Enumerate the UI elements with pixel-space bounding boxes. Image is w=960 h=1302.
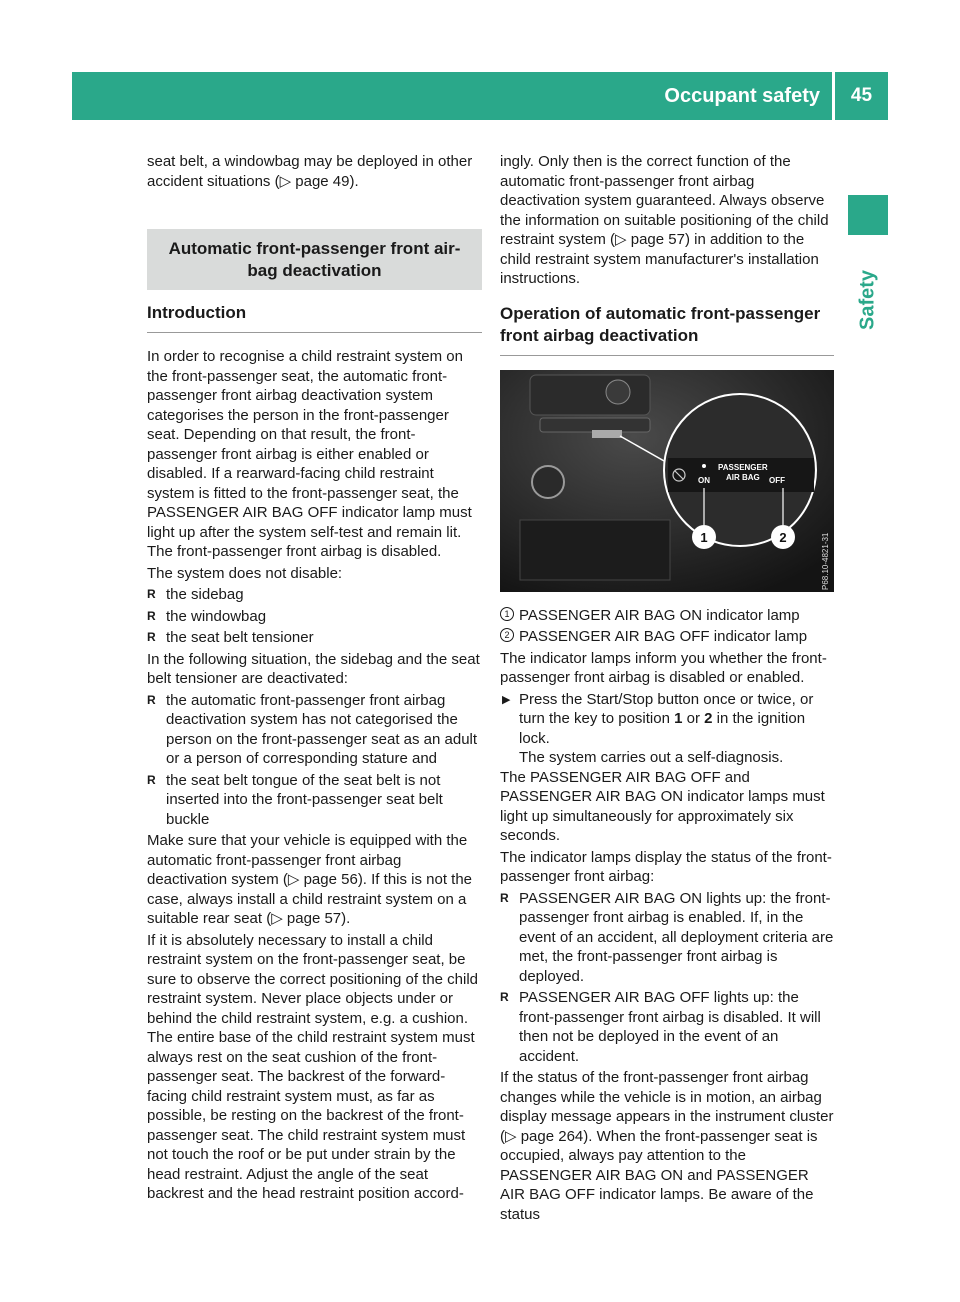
paragraph: If it is absolutely necessary to install a child restraint system on the front-passenger seat, be sure to observe the correct positioning of the child restraint system. Never place objects under or behind the child restraint system, e.g. a cushion. The entire base of the child restraint system must always rest on the seat cushion of the front-passenger seat. The backrest of the forward-facing child restraint system must, as far as possible, be resting on the backrest of the front-passenger seat. The child restraint system must not touch the roof or be put under strain by the head restraint. Adjust the angle of the seat backrest and the head restraint position accord-: [147, 931, 479, 1202]
callout-1: 1: [700, 529, 708, 545]
instruction-step: [500, 690, 834, 768]
panel-label-line-1: PASSENGER: [718, 462, 768, 472]
section-title: Occupant safety: [664, 85, 820, 107]
side-tab-marker: [848, 195, 888, 235]
legend-text: PASSENGER AIR BAG OFF indicator lamp: [519, 628, 808, 645]
left-column: [147, 152, 482, 1206]
section-heading-box: [147, 229, 482, 290]
paragraph: Make sure that your vehicle is equipped with the automatic front-passenger front airbag deactivation system (▷ page 56). If this is not the case, always install a child restraint system on a suitable rear seat (▷ page 57).: [147, 832, 473, 927]
right-column: [500, 152, 834, 1226]
list-item: R PASSENGER AIR BAG OFF lights up: the front-passenger front airbag is disabled. It will then not be deployed in the event of an accident.: [500, 988, 834, 1066]
legend-number: 2: [500, 628, 514, 642]
off-label: OFF: [769, 475, 785, 485]
bullet-list: [147, 691, 482, 830]
section-heading-line-2: bag deactivation: [247, 261, 382, 280]
section-heading-line-1: Automatic front-passenger front air-: [168, 239, 461, 258]
paragraph: If the status of the front-passenger front airbag changes while the vehicle is in motion, an airbag display message appears in the instrument cluster (▷ page 264). When the front-passenger seat is occupied, always pay attention to the PASSENGER AIR BAG ON and PASSENGER AIR BAG OFF indicator lamps. Be aware of the status: [500, 1069, 834, 1223]
key-position-1: 1: [674, 710, 683, 727]
page-number: 45: [850, 85, 873, 106]
list-item: R the sidebag: [147, 585, 482, 605]
introduction-heading: Introduction: [147, 302, 482, 333]
step-result: The system carries out a self-diagnosis.: [519, 749, 784, 766]
list-item: R the automatic front-passenger front airbag deactivation system has not categorised the person on the front-passenger seat as an adult or a person of corresponding stature and: [147, 691, 482, 769]
legend-item: [500, 627, 834, 647]
list-item: R PASSENGER AIR BAG ON lights up: the front-passenger front airbag is enabled. If, in the event of an accident, all deployment criteria are met, the front-passenger front airbag is deployed.: [500, 889, 834, 987]
key-position-2: 2: [704, 710, 713, 727]
on-label: ON: [698, 475, 710, 485]
side-tab: [848, 240, 888, 360]
side-tab-label: Safety: [856, 269, 879, 331]
paragraph: In order to recognise a child restraint system on the front-passenger seat, the automatic front-passenger front airbag deactivation system categorises the person in the front-passenger seat. Depending on that result, the front-passenger front airbag is either enabled or disabled. If a rearward-facing child restraint system is fitted to the front-passenger seat, the PASSENGER AIR BAG OFF indicator lamp must light up after the system self-test and remain lit. The front-passenger front airbag is disabled.: [147, 348, 472, 560]
bullet-list: [147, 585, 482, 648]
operation-heading: Operation of automatic front-passenger front airbag deactivation: [500, 303, 834, 356]
list-item: R the windowbag: [147, 607, 482, 627]
step-text: Press the Start/Stop button once or twice, or turn the key to position: [519, 690, 814, 727]
airbag-indicator-photo: [500, 370, 834, 592]
legend-item: [500, 606, 834, 626]
paragraph: ingly. Only then is the correct function of the automatic front-passenger front airbag deactivation system guaranteed. Always observe the information on suitable positioning of the child restraint system (▷ page 57) in addition to the child restraint system manufacturer's installation instructions.: [500, 153, 829, 287]
list-item: R the seat belt tongue of the seat belt is not inserted into the front-passenger seat belt buckle: [147, 771, 482, 830]
legend-number: 1: [500, 607, 514, 621]
callout-2: 2: [779, 529, 787, 545]
paragraph: The PASSENGER AIR BAG OFF and PASSENGER AIR BAG ON indicator lamps must light up simultaneously for approximately six seconds.: [500, 768, 825, 844]
paragraph: The system does not disable:: [147, 564, 343, 582]
step-text: in the ignition lock.: [519, 710, 806, 747]
list-item: R the seat belt tensioner: [147, 628, 482, 648]
paragraph: In the following situation, the sidebag and the seat belt tensioner are deactivated:: [147, 650, 480, 687]
legend-text: PASSENGER AIR BAG ON indicator lamp: [519, 606, 800, 624]
bullet-list: [500, 889, 834, 1067]
figure-code: P68.10-4821-31: [821, 532, 830, 590]
intro-paragraph: seat belt, a windowbag may be deployed in other accident situations (▷ page 49).: [147, 153, 473, 190]
paragraph: The indicator lamps display the status of the front-passenger front airbag:: [500, 848, 832, 885]
panel-label-line-2: AIR BAG: [726, 472, 760, 482]
step-text: or: [682, 710, 705, 727]
paragraph: The indicator lamps inform you whether the front-passenger front airbag is disabled or enabled.: [500, 649, 827, 686]
dashboard-illustration: [500, 370, 834, 592]
